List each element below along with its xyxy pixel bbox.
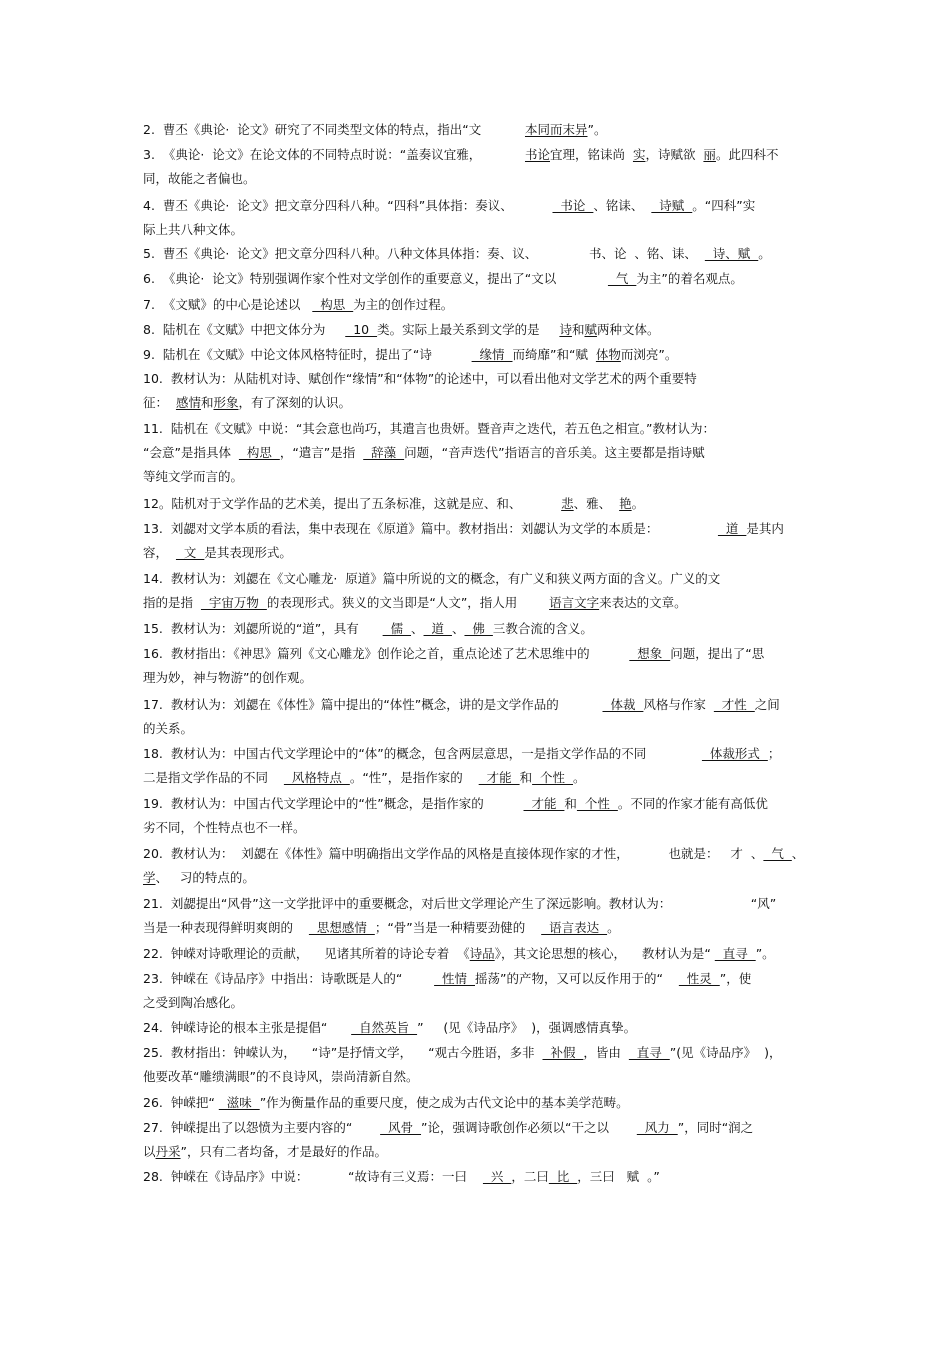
text-line — [143, 171, 256, 187]
text-segment: 24. 钟嵘诗论的根本主张是提倡“ — [143, 1020, 352, 1035]
text-segment: 类。实际上最关系到文学的是 — [377, 322, 560, 337]
text-segment: 。“性”，是指作家的 — [349, 770, 479, 785]
text-segment: 他要改革“雕缋满眼”的不良诗风，崇尚清新自然。 — [143, 1069, 419, 1084]
answer-blank: 才性 — [713, 697, 755, 712]
text-segment: 容， — [143, 545, 176, 560]
answer-blank: 性灵 — [678, 971, 720, 986]
text-segment: 21. 刘勰提出“风骨”这一文学批评中的重要概念，对后世文学理论产生了深远影响。教材认为： “风” — [143, 896, 777, 911]
answer-blank: 风力 — [636, 1120, 678, 1135]
answer-blank: 本同而末异 — [524, 122, 588, 137]
text-line — [143, 920, 620, 936]
text-segment: 等纯文学而言的。 — [143, 469, 244, 484]
text-line — [143, 246, 771, 262]
text-line — [143, 1069, 418, 1085]
text-line — [143, 1144, 387, 1160]
text-line — [143, 222, 243, 238]
text-segment: 的关系。 — [143, 721, 194, 736]
answer-blank: 风格特点 — [283, 770, 350, 785]
text-segment: 之间 — [754, 697, 780, 712]
text-segment: 9. 陆机在《文赋》中论文体风格特征时，提出了“诗 — [143, 347, 472, 362]
text-segment: 、雅、 — [573, 496, 620, 511]
answer-blank: 构思 — [312, 297, 354, 312]
text-segment: ； — [767, 746, 781, 761]
text-segment: 2. 曹丕《典论· 论文》研究了不同类型文体的特点，指出“文 — [143, 122, 525, 137]
answer-blank: 文 — [175, 545, 205, 560]
text-line — [143, 347, 677, 363]
answer-blank: 书论 — [524, 147, 550, 162]
text-segment: ”论，强调诗歌创作必须以“干之以 — [421, 1120, 637, 1135]
text-line — [143, 371, 697, 387]
text-segment: ，“遣言”是指 — [279, 445, 364, 460]
text-segment: 、 — [791, 846, 805, 861]
text-segment: 的表现形式。狭义的文当即是“人文”，指人用 — [266, 595, 550, 610]
text-segment: 26. 钟嵘把“ — [143, 1095, 219, 1110]
answer-blank: 体裁 — [602, 697, 644, 712]
text-line — [143, 1169, 660, 1185]
text-segment: 为主的创作过程。 — [353, 297, 454, 312]
answer-blank: 辞藻 — [363, 445, 405, 460]
answer-blank: 宇宙万物 — [200, 595, 267, 610]
text-segment: 。“四科”实 — [692, 198, 756, 213]
text-segment: 。 — [631, 496, 645, 511]
text-segment: ”。 — [755, 946, 775, 961]
text-segment: 3. 《典论· 论文》在论文体的不同特点时说：“盖奏议宜雅， — [143, 147, 525, 162]
text-line — [143, 322, 660, 338]
answer-blank: 学 — [143, 870, 156, 885]
text-segment: ”，只有二者均备，才是最好的作品。 — [180, 1144, 388, 1159]
text-segment: 和 — [200, 395, 214, 410]
text-segment: 。 — [607, 920, 620, 935]
text-segment: 三教合流的含义。 — [492, 621, 593, 636]
answer-blank: 气 — [607, 271, 637, 286]
text-segment: 指的是指 — [143, 595, 201, 610]
text-segment: 同，故能之者偏也。 — [143, 171, 256, 186]
answer-blank: 自然英旨 — [351, 1020, 418, 1035]
answer-blank: 滋味 — [218, 1095, 260, 1110]
text-line — [143, 870, 255, 886]
text-segment: 理为妙，神与物游”的创作观。 — [143, 670, 312, 685]
text-segment: 问题，“音声迭代”指语言的音乐美。这主要都是指诗赋 — [404, 445, 705, 460]
text-segment: 征： — [143, 395, 176, 410]
answer-blank: 10 — [345, 322, 378, 337]
text-line — [143, 820, 306, 836]
answer-blank: 风骨 — [380, 1120, 422, 1135]
text-segment: 28. 钟嵘在《诗品序》中说： “故诗有三义焉：一曰 — [143, 1169, 483, 1184]
answer-blank: 书论 — [552, 198, 594, 213]
text-segment: 和 — [571, 322, 585, 337]
text-segment: 和 — [564, 796, 577, 811]
text-segment: 6. 《典论· 论文》特别强调作家个性对文学创作的重要意义，提出了“文以 — [143, 271, 608, 286]
answer-blank: 补假 — [542, 1045, 584, 1060]
text-segment: 27. 钟嵘提出了以怨愤为主要内容的“ — [143, 1120, 381, 1135]
text-segment: 16. 教材指出：《神思》篇列《文心雕龙》创作论之首，重点论述了艺术思维中的 — [143, 646, 630, 661]
text-segment: 、 习的特点的。 — [155, 870, 255, 885]
answer-blank: 思想感情 — [308, 920, 375, 935]
text-line — [143, 571, 720, 587]
text-segment: 、铭诔、 — [593, 198, 652, 213]
text-line — [143, 971, 751, 987]
text-segment: 19. 教材认为：中国古代文学理论中的“性”概念，是指作家的 — [143, 796, 524, 811]
text-line — [143, 1020, 636, 1036]
text-line — [143, 147, 778, 163]
text-segment: 11. 陆机在《文赋》中说：“其会意也尚巧，其遣言也贵妍。暨音声之迭代，若五色之相宣。”教材认为： — [143, 421, 716, 436]
text-segment: 23. 钟嵘在《诗品序》中指出：诗歌既是人的“ — [143, 971, 435, 986]
text-segment: 而浏亮”。 — [620, 347, 678, 362]
answer-blank: 兴 — [482, 1169, 512, 1184]
text-segment: 。 — [573, 770, 586, 785]
answer-blank: 诗 — [559, 322, 572, 337]
answer-blank: 比 — [548, 1169, 578, 1184]
text-line — [143, 770, 586, 786]
text-line — [143, 1045, 781, 1061]
text-segment: 20. 教材认为： 刘勰在《体性》篇中明确指出文学作品的风格是直接体现作家的才性， 也就是： 才 、 — [143, 846, 764, 861]
text-line — [143, 646, 764, 662]
answer-blank: 诗品 — [469, 946, 495, 961]
text-line — [143, 595, 687, 611]
text-segment: 劣不同，个性特点也不一样。 — [143, 820, 306, 835]
answer-blank: 语言表达 — [541, 920, 608, 935]
text-segment: ”(见《诗品序》 )， — [669, 1045, 782, 1060]
answer-blank: 直寻 — [714, 946, 756, 961]
text-segment: 问题，提出了“思 — [670, 646, 765, 661]
text-segment: 是其内 — [746, 521, 784, 536]
answer-blank: 诗、赋 — [704, 246, 759, 261]
text-line — [143, 946, 775, 962]
text-segment: ，二曰 — [511, 1169, 549, 1184]
answer-blank: 诗赋 — [651, 198, 693, 213]
text-segment: ，三曰 赋 。” — [577, 1169, 660, 1184]
text-line — [143, 621, 593, 637]
text-segment: ”，使 — [719, 971, 752, 986]
text-segment: ，皆由 — [583, 1045, 629, 1060]
answer-blank: 性情 — [434, 971, 475, 986]
text-line — [143, 846, 804, 862]
text-line — [143, 122, 606, 138]
text-segment: 。此四科不 — [715, 147, 779, 162]
text-segment: 7. 《文赋》的中心是论述以 — [143, 297, 313, 312]
text-segment: 18. 教材认为：中国古代文学理论中的“体”的概念，包含两层意思，一是指文学作品的不同 — [143, 746, 702, 761]
text-segment: 。不同的作家才能有高低优 — [617, 796, 768, 811]
answer-blank: 儒 — [382, 621, 412, 636]
answer-blank: 体物 — [595, 347, 621, 362]
text-segment: 、 — [451, 621, 465, 636]
text-segment: 15. 教材认为：刘勰所说的“道”，具有 — [143, 621, 383, 636]
text-segment: 之受到陶冶感化。 — [143, 995, 244, 1010]
answer-blank: 气 — [763, 846, 792, 861]
text-line — [143, 421, 715, 437]
text-segment: 13. 刘勰对文学本质的看法，集中表现在《原道》篇中。教材指出：刘勰认为文学的本质是： — [143, 521, 718, 536]
text-segment: 摇荡”的产物，又可以反作用于的“ — [475, 971, 679, 986]
text-segment: 》，其文论思想的核心， 教材认为是“ — [494, 946, 715, 961]
text-segment: 来表达的文章。 — [599, 595, 687, 610]
text-line — [143, 896, 776, 912]
answer-blank: 语言文字 — [549, 595, 600, 610]
answer-blank: 丹采 — [155, 1144, 181, 1159]
answer-blank: 缘情 — [471, 347, 513, 362]
text-line — [143, 496, 644, 512]
text-segment: 是其表现形式。 — [204, 545, 292, 560]
text-line — [143, 1095, 629, 1111]
answer-blank: 想象 — [629, 646, 671, 661]
text-segment: ，有了深刻的认识。 — [238, 395, 352, 410]
answer-blank: 个性 — [532, 770, 573, 785]
text-segment: ，诗赋欲 — [645, 147, 704, 162]
text-segment: 8. 陆机在《文赋》中把文体分为 — [143, 322, 346, 337]
text-segment: “会意”是指具体 — [143, 445, 239, 460]
text-segment: 而绮靡”和“赋 — [512, 347, 596, 362]
text-line — [143, 297, 453, 313]
text-segment: ”，同时“润之 — [677, 1120, 754, 1135]
text-segment: ” (见《诗品序》 )，强调感情真挚。 — [417, 1020, 637, 1035]
text-line — [143, 746, 780, 762]
text-line — [143, 670, 312, 686]
text-line — [143, 721, 193, 737]
answer-blank: 道 — [717, 521, 747, 536]
text-line — [143, 445, 705, 461]
answer-blank: 感情 — [175, 395, 201, 410]
answer-blank: 赋 — [584, 322, 597, 337]
text-segment: 际上共八种文体。 — [143, 222, 244, 237]
text-segment: ”作为衡量作品的重要尺度，使之成为古代文论中的基本美学范畴。 — [259, 1095, 629, 1110]
text-line — [143, 545, 292, 561]
text-segment: 二是指文学作品的不同 — [143, 770, 284, 785]
text-segment: 17. 教材认为：刘勰在《体性》篇中提出的“体性”概念，讲的是文学作品的 — [143, 697, 603, 712]
text-segment: 、 — [411, 621, 424, 636]
text-line — [143, 271, 743, 287]
text-segment: 10. 教材认为：从陆机对诗、赋创作“缘情”和“体物”的论述中，可以看出他对文学艺术的两个重要特 — [143, 371, 697, 386]
text-segment: 以 — [143, 1144, 156, 1159]
text-line — [143, 469, 243, 485]
text-segment: ”。 — [587, 122, 607, 137]
answer-blank: 才能 — [478, 770, 520, 785]
text-segment: 两种文体。 — [596, 322, 660, 337]
text-line — [143, 198, 755, 214]
answer-blank: 直寻 — [628, 1045, 670, 1060]
text-line — [143, 1120, 753, 1136]
text-segment: 。 — [758, 246, 771, 261]
answer-blank: 体裁形式 — [701, 746, 768, 761]
text-segment: 当是一种表现得鲜明爽朗的 — [143, 920, 309, 935]
answer-blank: 丽 — [703, 147, 716, 162]
text-line — [143, 697, 780, 713]
text-line — [143, 521, 784, 537]
text-segment: 22. 钟嵘对诗歌理论的贡献， 见诸其所着的诗论专着 《 — [143, 946, 470, 961]
text-segment: 5. 曹丕《典论· 论文》把文章分四科八种。八种文体具体指：奏、议、 书、论 、铭、诔、 — [143, 246, 705, 261]
answer-blank: 形象 — [213, 395, 239, 410]
text-segment: 宜理，铭诔尚 — [550, 147, 633, 162]
answer-blank: 艳 — [619, 496, 632, 511]
answer-blank: 构思 — [238, 445, 280, 460]
text-line — [143, 796, 768, 812]
answer-blank: 悲 — [561, 496, 574, 511]
answer-blank: 佛 — [464, 621, 493, 636]
text-line — [143, 995, 243, 1011]
answer-blank: 道 — [423, 621, 452, 636]
text-line — [143, 395, 351, 411]
text-segment: 为主”的着名观点。 — [636, 271, 743, 286]
text-segment: 和 — [519, 770, 533, 785]
text-segment: ；“骨”当是一种精要劲健的 — [374, 920, 542, 935]
text-segment: 风格与作家 — [643, 697, 714, 712]
answer-blank: 实 — [632, 147, 646, 162]
text-segment: 4. 曹丕《典论· 论文》把文章分四科八种。“四科”具体指：奏议、 — [143, 198, 553, 213]
text-segment: 14. 教材认为：刘勰在《文心雕龙· 原道》篇中所说的文的概念，有广义和狭义两方面的含义。广义的文 — [143, 571, 721, 586]
answer-blank: 才能 — [523, 796, 565, 811]
text-segment: 12。陆机对于文学作品的艺术美，提出了五条标准，这就是应、和、 — [143, 496, 562, 511]
answer-blank: 个性 — [576, 796, 618, 811]
text-segment: 25. 教材指出：钟嵘认为， “诗”是抒情文学， “观古今胜语，多非 — [143, 1045, 543, 1060]
